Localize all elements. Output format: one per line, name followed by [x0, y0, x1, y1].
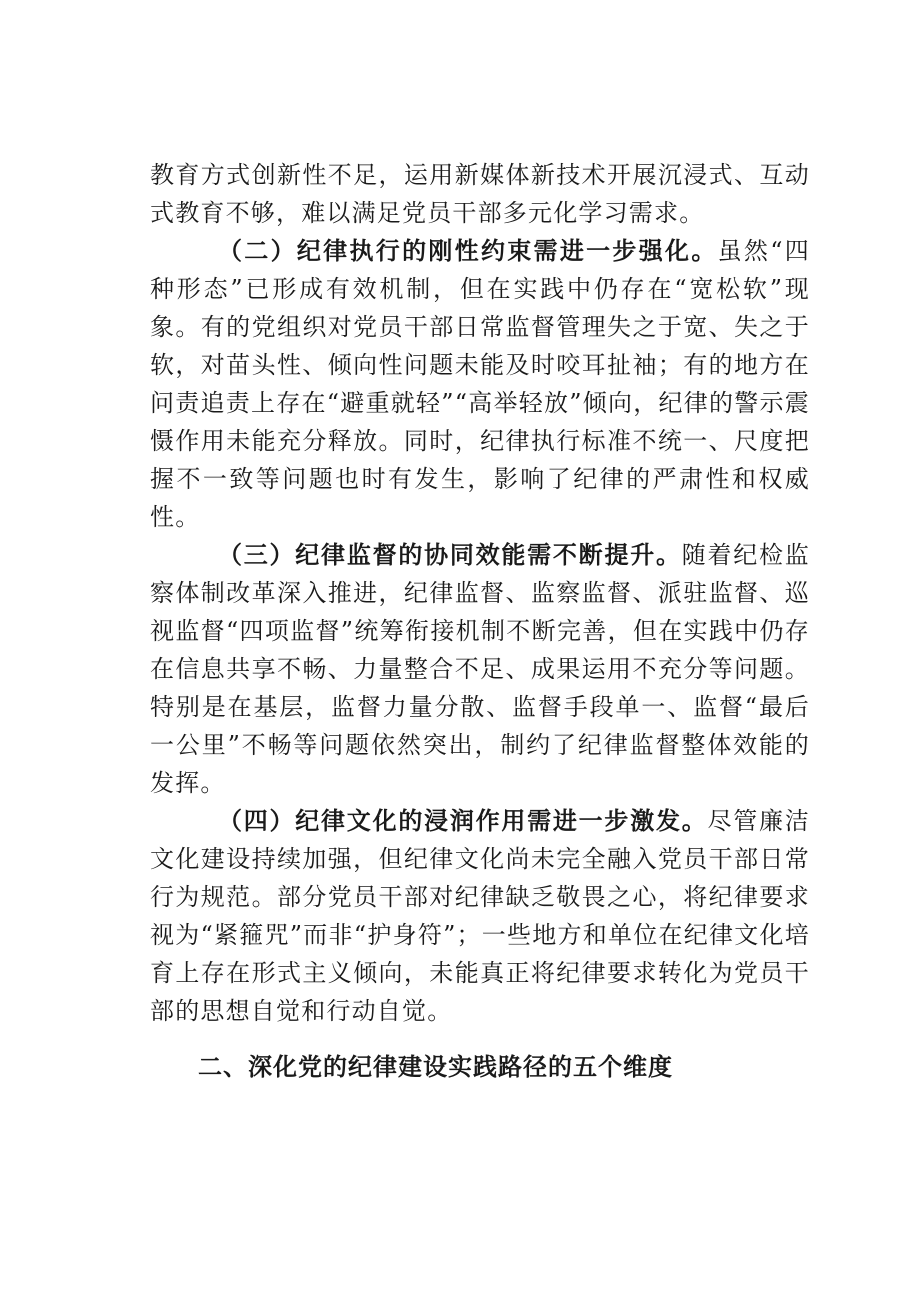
- paragraph-lead: （二）纪律执行的刚性约束需进一步强化。: [218, 237, 718, 265]
- paragraph-lead: （四）纪律文化的浸润作用需进一步激发。: [218, 807, 708, 835]
- paragraph-text: 教育方式创新性不足，运用新媒体新技术开展沉浸式、互动式教育不够，难以满足党员干部多元化学习需求。: [150, 161, 810, 227]
- paragraph-text: 随着纪检监察体制改革深入推进，纪律监督、监察监督、派驻监督、巡视监督“四项监督”统筹衔接机制不断完善，但在实践中仍存在信息共享不畅、力量整合不足、成果运用不充分等问题。特别是在基层，监督力量分散、监督手段单一、监督“最后一公里”不畅等问题依然突出，制约了纪律监督整体效能的发挥。: [150, 541, 811, 797]
- paragraph-text: 尽管廉洁文化建设持续加强，但纪律文化尚未完全融入党员干部日常行为规范。部分党员干部对纪律缺乏敬畏之心，将纪律要求视为“紧箍咒”而非“护身符”；一些地方和单位在纪律文化培育上存在形式主义倾向，未能真正将纪律要求转化为党员干部的思想自觉和行动自觉。: [150, 807, 810, 1025]
- paragraph-continuation: [150, 156, 810, 232]
- paragraph-discipline-enforcement: [150, 232, 810, 536]
- document-body: [150, 156, 810, 1086]
- paragraph-text: 虽然“四种形态”已形成有效机制，但在实践中仍存在“宽松软”现象。有的党组织对党员干部日常监督管理失之于宽、失之于软，对苗头性、倾向性问题未能及时咬耳扯袖；有的地方在问责追责上存在“避重就轻”“高举轻放”倾向，纪律的警示震慑作用未能充分释放。同时，纪律执行标准不统一、尺度把握不一致等问题也时有发生，影响了纪律的严肃性和权威性。: [150, 237, 810, 531]
- paragraph-lead: （三）纪律监督的协同效能需不断提升。: [218, 541, 682, 569]
- section-heading: 二、深化党的纪律建设实践路径的五个维度: [198, 1053, 673, 1081]
- paragraph-discipline-culture: [150, 802, 810, 1030]
- paragraph-discipline-supervision: [150, 536, 810, 802]
